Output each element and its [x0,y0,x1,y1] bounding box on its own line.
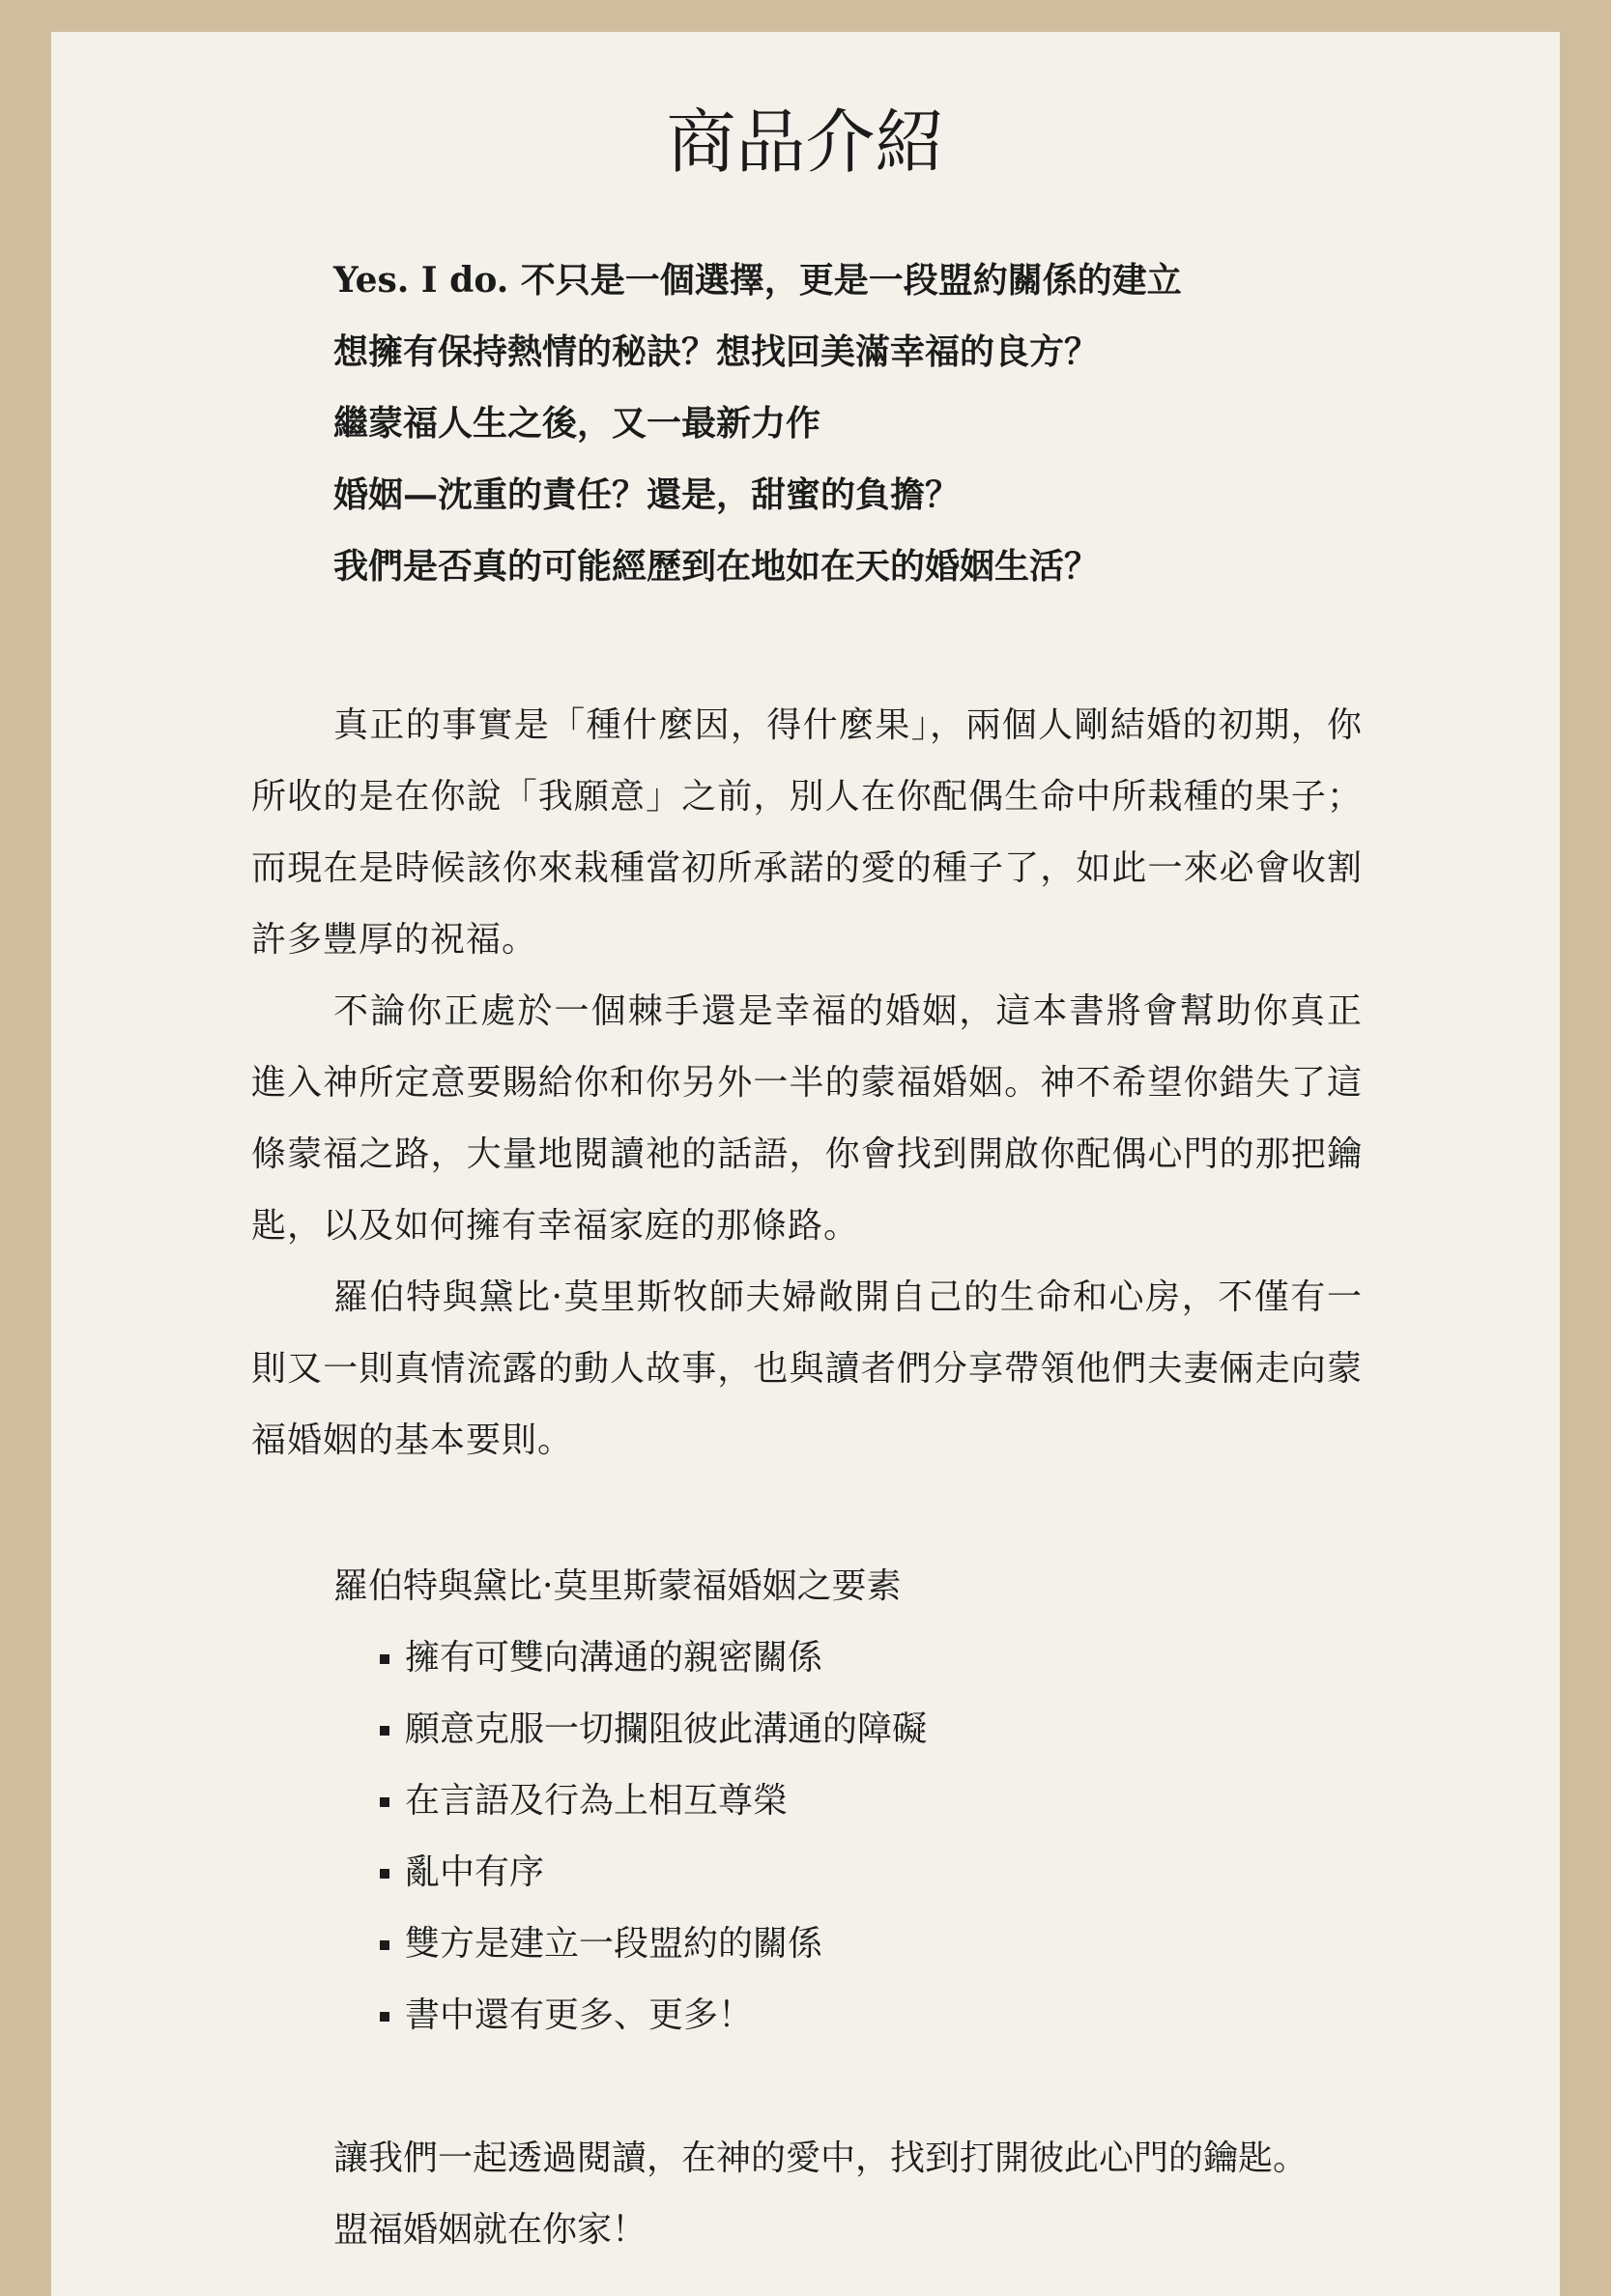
list-item [333,1837,927,1909]
list-item-text: 亂中有序 [405,1852,545,1892]
square-bullet-icon [380,1797,389,1807]
page-title: 商品介紹 [666,101,945,183]
lead-line: 想擁有保持熱情的秘訣？想找回美滿幸福的良方？ [333,331,1100,372]
square-bullet-icon [380,1726,389,1736]
square-bullet-icon [380,1869,389,1879]
square-bullet-icon [380,2012,389,2022]
closing-line: 盟福婚姻就在你家！ [333,2210,647,2250]
content-page [51,32,1560,2296]
list-item-text: 擁有可雙向溝通的親密關係 [405,1638,823,1678]
list-item [333,1765,927,1837]
list-item [333,1980,927,2052]
lead-line: 繼蒙福人生之後，又一最新力作 [333,403,821,444]
square-bullet-icon [380,1940,389,1950]
square-bullet-icon [380,1654,389,1664]
list-item [333,1622,927,1694]
lead-lines [333,244,1182,602]
list-item-text: 在言語及行為上相互尊榮 [405,1781,789,1821]
closing-section [333,2123,1308,2266]
features-section [333,1551,927,2052]
list-item-text: 書中還有更多、更多！ [405,1995,754,2035]
paragraph: 不論你正處於一個棘手還是幸福的婚姻，這本書將會幫助你真正進入神所定意要賜給你和你另外一半的蒙福婚姻。神不希望你錯失了這條蒙福之路，大量地閱讀祂的話語，你會找到開啟你配偶心門的那把鑰匙，以及如何擁有幸福家庭的那條路。 [251,991,1363,1246]
features-heading: 羅伯特與黛比·莫里斯蒙福婚姻之要素 [333,1566,902,1606]
list-item [333,1694,927,1765]
lead-line: Yes. I do. 不只是一個選擇，更是一段盟約關係的建立 [333,260,1182,301]
features-list [333,1622,927,2052]
list-item-text: 願意克服一切攔阻彼此溝通的障礙 [405,1709,928,1749]
list-item [333,1909,927,1980]
list-item-text: 雙方是建立一段盟約的關係 [405,1924,823,1964]
closing-line: 讓我們一起透過閱讀，在神的愛中，找到打開彼此心門的鑰匙。 [333,2138,1309,2178]
description-body [251,690,1363,1477]
paragraph: 真正的事實是「種什麼因，得什麼果」，兩個人剛結婚的初期，你所收的是在你說「我願意」之前，別人在你配偶生命中所栽種的果子；而現在是時候該你來栽種當初所承諾的愛的種子了，如此一來必會收割許多豐厚的祝福。 [251,705,1363,960]
lead-line: 我們是否真的可能經歷到在地如在天的婚姻生活？ [333,546,1100,587]
lead-line: 婚姻—沈重的責任？還是，甜蜜的負擔？ [333,474,961,515]
paragraph: 羅伯特與黛比·莫里斯牧師夫婦敞開自己的生命和心房，不僅有一則又一則真情流露的動人故事，也與讀者們分享帶領他們夫妻倆走向蒙福婚姻的基本要則。 [251,1277,1363,1460]
